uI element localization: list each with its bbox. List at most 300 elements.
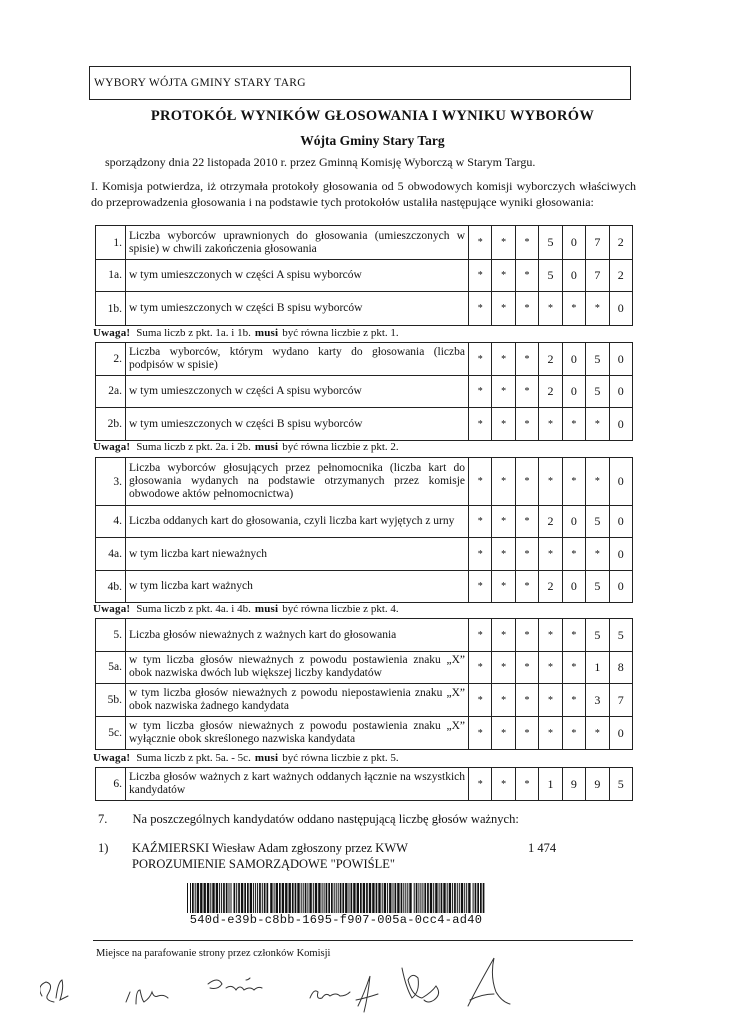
row-description (126, 292, 468, 325)
barcode-bar (295, 883, 297, 913)
barcode-bar (366, 883, 368, 913)
row-description (126, 408, 468, 440)
row-digit-cells (468, 619, 632, 651)
digit-cell: * (491, 458, 514, 505)
digit-cell: * (491, 651, 514, 683)
validation-note (93, 327, 399, 339)
row-number: 3. (96, 458, 126, 505)
barcode-bar (267, 883, 269, 913)
barcode-bar (324, 883, 325, 913)
row-description (126, 651, 468, 683)
digit-cell: 2 (538, 571, 561, 602)
barcode-bar (255, 883, 256, 913)
barcode-bar (447, 883, 448, 913)
barcode-bar (397, 883, 399, 913)
row-number: 6. (96, 768, 126, 800)
barcode-bar (229, 883, 230, 913)
row-digit-cells (468, 343, 632, 375)
digit-cell: * (515, 717, 538, 749)
table-row (95, 375, 633, 408)
note-text: Suma liczb z pkt. 4a. i 4b. (136, 603, 251, 615)
row-description-text: w tym umieszczonych w części B spisu wyborców (129, 302, 363, 314)
digit-cell: * (538, 717, 561, 749)
note-text: Suma liczb z pkt. 2a. i 2b. (136, 441, 251, 453)
digit-cell: 0 (609, 458, 632, 505)
digit-cell: 7 (585, 226, 608, 259)
handwritten-signatures (40, 940, 600, 1020)
digit-cell: * (468, 505, 491, 537)
barcode-bar (360, 883, 362, 913)
row-digit-cells (468, 292, 632, 325)
digit-cell: * (562, 538, 585, 570)
barcode-bar (387, 883, 388, 913)
table-row (95, 571, 633, 603)
digit-cell: * (515, 651, 538, 683)
digit-cell: * (491, 684, 514, 716)
digit-cell: * (585, 717, 608, 749)
barcode-bar (303, 883, 304, 913)
barcode-bar (305, 883, 307, 913)
barcode-bar (384, 883, 386, 913)
barcode-text: 540d-e39b-c8bb-1695-f907-005a-0cc4-ad40 (189, 913, 483, 927)
barcode-bar (285, 883, 287, 913)
barcode-bar (457, 883, 458, 913)
digit-cell: * (538, 619, 561, 651)
digit-cell: * (562, 651, 585, 683)
barcode-bar (473, 883, 474, 913)
barcode-bar (289, 883, 291, 913)
row-description-text: w tym umieszczonych w części B spisu wyborców (129, 417, 363, 430)
digit-cell: * (538, 651, 561, 683)
barcode-bar (338, 883, 339, 913)
candidate-1-name-line2: POROZUMIENIE SAMORZĄDOWE "POWIŚLE" (132, 857, 395, 871)
digit-cell: 0 (562, 343, 585, 375)
barcode-bar (195, 883, 196, 913)
barcode-bar (192, 883, 194, 913)
barcode-bar (219, 883, 220, 913)
barcode-bar (452, 883, 453, 913)
row-number: 5a. (96, 651, 126, 683)
row-description-text: Liczba wyborców, którym wydano karty do głosowania (liczba podpisów w spisie) (129, 346, 465, 371)
barcode-bar (238, 883, 240, 913)
barcode-bar (274, 883, 275, 913)
digit-cell: * (491, 226, 514, 259)
row-description-text: Liczba głosów ważnych z kart ważnych oddanych łącznie na wszystkich kandydatów (129, 771, 465, 796)
note-must: musi (254, 327, 279, 339)
row-description (126, 259, 468, 291)
digit-cell: 5 (538, 226, 561, 259)
digit-cell: * (491, 768, 514, 800)
barcode-bar (422, 883, 423, 913)
digit-cell: * (585, 408, 608, 440)
row-description-text: w tym umieszczonych w części A spisu wyborców (129, 268, 362, 281)
barcode-bar (407, 883, 408, 913)
candidate-1-votes: 1 474 (528, 841, 557, 855)
barcode-bar (221, 883, 222, 913)
digit-cell: 0 (562, 375, 585, 407)
barcode-bar (334, 883, 335, 913)
table-row (95, 408, 633, 441)
barcode-bar (353, 883, 355, 913)
digit-cell: 0 (609, 408, 632, 440)
barcode-bar (282, 883, 284, 913)
digit-cell: * (468, 538, 491, 570)
digit-cell: * (515, 343, 538, 375)
barcode-bar (382, 883, 383, 913)
digit-cell: * (562, 458, 585, 505)
digit-cell: 0 (562, 226, 585, 259)
barcode-bar (395, 883, 397, 913)
row-digit-cells (468, 571, 632, 602)
barcode-bar (309, 883, 311, 913)
table-row (95, 259, 633, 292)
note-must: musi (254, 752, 279, 764)
barcode-bar (363, 883, 365, 913)
table-row (95, 767, 633, 801)
barcode-bar (376, 883, 378, 913)
barcode-bar (418, 883, 419, 913)
digit-cell: 0 (562, 571, 585, 602)
barcode-bar (483, 883, 485, 913)
digit-cell: * (538, 292, 561, 325)
barcode-bar (336, 883, 337, 913)
digit-cell: 0 (609, 343, 632, 375)
digit-cell: * (515, 571, 538, 602)
digit-cell: * (585, 458, 608, 505)
note-text-end: być równa liczbie z pkt. 2. (282, 441, 399, 453)
barcode-bar (439, 883, 440, 913)
note-label: Uwaga! (93, 441, 131, 453)
barcode-bar (231, 883, 232, 913)
digit-cell: * (562, 684, 585, 716)
table-row (95, 618, 633, 652)
row-description-text: Liczba głosów nieważnych z ważnych kart do głosowania (129, 628, 397, 641)
digit-cell: 0 (609, 538, 632, 570)
barcode-bar (241, 883, 243, 913)
barcode-bar (475, 883, 477, 913)
barcode-bar (405, 883, 406, 913)
digit-cell: 1 (585, 651, 608, 683)
row-description (126, 343, 468, 375)
table-row (95, 225, 633, 260)
barcode-bar (372, 883, 374, 913)
note-text: Suma liczb z pkt. 5a. - 5c. (136, 752, 251, 764)
section-7-text: Na poszczególnych kandydatów oddano następującą liczbę głosów ważnych: (132, 812, 519, 826)
digit-cell: * (468, 375, 491, 407)
barcode-bar (409, 883, 411, 913)
digit-cell: 0 (609, 571, 632, 602)
digit-cell: 5 (538, 259, 561, 291)
digit-cell: * (515, 768, 538, 800)
table-row (95, 717, 633, 750)
digit-cell: * (515, 408, 538, 440)
row-digit-cells (468, 538, 632, 570)
row-digit-cells (468, 375, 632, 407)
row-description-text: w tym liczba głosów nieważnych z powodu postawienia znaku „X” wyłącznie obok skreślonego nazwiska kandydata (129, 720, 465, 745)
digit-cell: * (585, 538, 608, 570)
row-description (126, 768, 468, 800)
note-label: Uwaga! (93, 752, 131, 764)
candidate-1-number: 1) (98, 841, 109, 855)
digit-cell: * (585, 292, 608, 325)
election-label: WYBORY WÓJTA GMINY STARY TARG (94, 77, 306, 89)
digit-cell: 5 (585, 619, 608, 651)
barcode-bar (433, 883, 434, 913)
validation-note (93, 441, 399, 453)
barcode-bar (197, 883, 199, 913)
barcode-bar (340, 883, 342, 913)
barcode-bar (253, 883, 254, 913)
barcode-bar (270, 883, 272, 913)
barcode-bar (262, 883, 263, 913)
digit-cell: * (468, 408, 491, 440)
barcode-bar (435, 883, 437, 913)
digit-cell: * (515, 259, 538, 291)
digit-cell: * (562, 717, 585, 749)
digit-cell: * (538, 684, 561, 716)
digit-cell: 5 (585, 375, 608, 407)
barcode-bar (276, 883, 278, 913)
table-row (95, 457, 633, 506)
row-description-text: w tym liczba głosów nieważnych z powodu postawienia znaku „X” obok nazwiska dwóch lub większej liczby kandydatów (129, 654, 465, 679)
barcode-bar (236, 883, 237, 913)
digit-cell: * (562, 292, 585, 325)
digit-cell: * (491, 571, 514, 602)
digit-cell: 0 (562, 259, 585, 291)
barcode-bar (315, 883, 317, 913)
document-title: PROTOKÓŁ WYNIKÓW GŁOSOWANIA I WYNIKU WYBORÓW (150, 108, 595, 124)
row-number: 1b. (96, 292, 126, 325)
document-subtitle: Wójta Gminy Stary Targ (300, 133, 445, 148)
barcode-bar (247, 883, 249, 913)
barcode-bar (331, 883, 333, 913)
digit-cell: * (515, 375, 538, 407)
barcode-bar (449, 883, 451, 913)
barcode-bar (190, 883, 191, 913)
row-description (126, 505, 468, 537)
table-row (95, 292, 633, 326)
barcode-bar (200, 883, 202, 913)
barcode-bar (212, 883, 214, 913)
digit-cell: * (515, 292, 538, 325)
barcode-bar (207, 883, 209, 913)
barcode-bar (466, 883, 467, 913)
barcode-bar (342, 883, 344, 913)
digit-cell: * (468, 717, 491, 749)
digit-cell: 1 (538, 768, 561, 800)
table-row (95, 505, 633, 538)
drawn-up-line: sporządzony dnia 22 listopada 2010 r. przez Gminną Komisję Wyborczą w Starym Targu. (105, 155, 536, 169)
digit-cell: * (491, 619, 514, 651)
digit-cell: 5 (609, 768, 632, 800)
row-description (126, 571, 468, 602)
row-description-text: w tym liczba kart nieważnych (129, 547, 267, 560)
barcode-bar (297, 883, 299, 913)
barcode-bar (468, 883, 470, 913)
note-label: Uwaga! (93, 603, 131, 615)
barcode-bar (393, 883, 394, 913)
digit-cell: 2 (609, 259, 632, 291)
row-number: 4a. (96, 538, 126, 570)
row-description (126, 458, 468, 505)
barcode-bar (403, 883, 404, 913)
row-description-text: w tym umieszczonych w części A spisu wyborców (129, 384, 362, 397)
digit-cell: * (491, 538, 514, 570)
barcode-bar (480, 883, 482, 913)
note-must: musi (254, 441, 279, 453)
barcode-bar (250, 883, 252, 913)
digit-cell: * (468, 343, 491, 375)
row-digit-cells (468, 768, 632, 800)
barcode-bar (430, 883, 432, 913)
digit-cell: 5 (585, 343, 608, 375)
row-description (126, 226, 468, 259)
table-row (95, 342, 633, 376)
barcode-bar (328, 883, 330, 913)
row-description (126, 619, 468, 651)
note-must: musi (254, 603, 279, 615)
barcode-bar (326, 883, 328, 913)
note-text-end: być równa liczbie z pkt. 5. (282, 752, 399, 764)
barcode-bar (234, 883, 236, 913)
digit-cell: * (468, 292, 491, 325)
row-description (126, 375, 468, 407)
digit-cell: * (468, 619, 491, 651)
barcode-bar (441, 883, 443, 913)
digit-cell: * (468, 571, 491, 602)
digit-cell: 5 (585, 505, 608, 537)
barcode-bar (424, 883, 426, 913)
digit-cell: * (491, 259, 514, 291)
digit-cell: 8 (609, 651, 632, 683)
barcode-bar (345, 883, 347, 913)
digit-cell: * (468, 226, 491, 259)
digit-cell: * (538, 458, 561, 505)
candidate-1-name-line1: KAŹMIERSKI Wiesław Adam zgłoszony przez KWW (132, 841, 408, 855)
row-description-text: w tym liczba kart ważnych (129, 580, 253, 592)
barcode-bar (264, 883, 266, 913)
barcode-bar (244, 883, 246, 913)
barcode-bar (292, 883, 294, 913)
barcode-bar (187, 883, 188, 913)
row-description (126, 684, 468, 716)
barcode-bar (210, 883, 211, 913)
barcode-bar (454, 883, 456, 913)
digit-cell: * (562, 408, 585, 440)
digit-cell: * (491, 408, 514, 440)
barcode-bar (420, 883, 421, 913)
row-digit-cells (468, 505, 632, 537)
row-digit-cells (468, 408, 632, 440)
digit-cell: * (538, 408, 561, 440)
row-description (126, 717, 468, 749)
row-digit-cells (468, 684, 632, 716)
row-number: 1a. (96, 259, 126, 291)
barcode-bar (401, 883, 403, 913)
row-description-text: w tym liczba głosów nieważnych z powodu niepostawienia znaku „X” obok nazwiska żadnego kandydata (129, 687, 465, 712)
row-number: 2a. (96, 375, 126, 407)
digit-cell: 0 (609, 375, 632, 407)
digit-cell: 0 (609, 717, 632, 749)
intro-paragraph: I. Komisja potwierdza, iż otrzymała protokoły głosowania od 5 obwodowych komisji wyborczych właściwych do przeprowadzenia głosowania i na podstawie tych protokołów ustaliła następujące wyniki głosowania: (91, 179, 636, 209)
digit-cell: * (515, 458, 538, 505)
barcode-bar (443, 883, 445, 913)
digit-cell: * (515, 538, 538, 570)
election-header-box (89, 66, 631, 100)
digit-cell: 5 (609, 619, 632, 651)
digit-cell: * (515, 505, 538, 537)
row-digit-cells (468, 651, 632, 683)
table-row (95, 651, 633, 684)
row-digit-cells (468, 226, 632, 259)
barcode-bar (301, 883, 302, 913)
barcode (187, 883, 485, 915)
validation-note (93, 752, 399, 764)
row-number: 2. (96, 343, 126, 375)
barcode-bar (351, 883, 353, 913)
table-row (95, 538, 633, 571)
digit-cell: * (468, 458, 491, 505)
barcode-bar (322, 883, 323, 913)
section-7-number: 7. (98, 812, 108, 826)
barcode-bar (204, 883, 206, 913)
row-description (126, 538, 468, 570)
barcode-bar (461, 883, 463, 913)
barcode-bar (369, 883, 371, 913)
barcode-bar (307, 883, 308, 913)
barcode-bar (259, 883, 261, 913)
digit-cell: * (515, 684, 538, 716)
digit-cell: * (538, 538, 561, 570)
digit-cell: 2 (538, 505, 561, 537)
digit-cell: 5 (585, 571, 608, 602)
digit-cell: 9 (562, 768, 585, 800)
digit-cell: * (468, 684, 491, 716)
digit-cell: * (491, 343, 514, 375)
digit-cell: 0 (609, 505, 632, 537)
digit-cell: 7 (609, 684, 632, 716)
barcode-bar (416, 883, 418, 913)
barcode-bar (459, 883, 460, 913)
digit-cell: 7 (585, 259, 608, 291)
barcode-bar (414, 883, 415, 913)
digit-cell: 2 (538, 343, 561, 375)
barcode-bar (389, 883, 391, 913)
barcode-bar (357, 883, 359, 913)
digit-cell: * (468, 651, 491, 683)
barcode-bar (349, 883, 350, 913)
barcode-bar (216, 883, 218, 913)
barcode-bar (223, 883, 225, 913)
digit-cell: * (562, 619, 585, 651)
row-number: 4. (96, 505, 126, 537)
note-text-end: być równa liczbie z pkt. 4. (282, 603, 399, 615)
digit-cell: 2 (609, 226, 632, 259)
digit-cell: * (468, 259, 491, 291)
validation-note (93, 603, 399, 615)
row-number: 5. (96, 619, 126, 651)
barcode-bar (378, 883, 380, 913)
barcode-bar (257, 883, 258, 913)
digit-cell: * (491, 717, 514, 749)
signature-label: Miejsce na parafowanie strony przez członków Komisji (96, 948, 331, 959)
candidate-1 (98, 840, 578, 872)
digit-cell: * (491, 292, 514, 325)
digit-cell: * (515, 226, 538, 259)
digit-cell: 0 (609, 292, 632, 325)
digit-cell: 9 (585, 768, 608, 800)
row-digit-cells (468, 717, 632, 749)
